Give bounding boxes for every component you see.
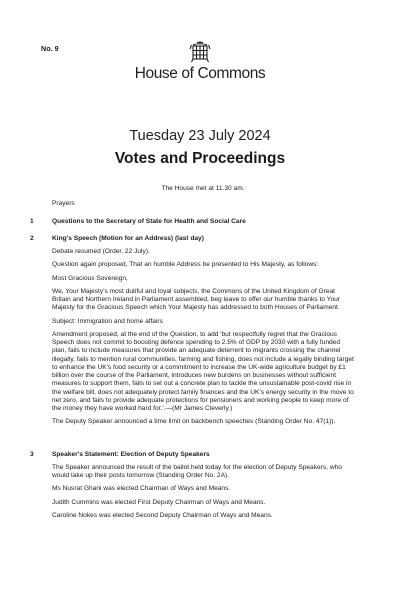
house-of-commons-logo (0, 40, 400, 82)
item-heading: King's Speech (Motion for an Address) (last day) (52, 234, 204, 242)
house-met-text: The House met at 11.30 am. (161, 185, 245, 192)
proceeding-item (30, 450, 354, 521)
item-paragraph: Ms Nusrat Ghani was elected Chairman of Ways and Means. (52, 485, 231, 493)
item-paragraph: Subject: Immigration and home affairs (52, 317, 163, 325)
item-paragraph: The Deputy Speaker announced a time limit on backbench speeches (Standing Order No. 47(1)). (52, 418, 336, 426)
item-number: 1 (30, 217, 34, 225)
sitting-date: Tuesday 23 July 2024 (129, 128, 271, 144)
house-of-commons-wordmark: House of Commons (134, 65, 266, 82)
section-gap (52, 436, 354, 451)
item-paragraph: Caroline Nokes was elected Second Deputy Chairman of Ways and Means. (52, 511, 273, 519)
item-paragraph: Judith Cummins was elected First Deputy Chairman of Ways and Means. (52, 498, 266, 506)
prayers-text: Prayers (52, 200, 75, 208)
item-heading: Questions to the Secretary of State for Health and Social Care (52, 217, 246, 225)
item-number: 2 (30, 234, 34, 242)
item-number: 3 (30, 450, 34, 458)
document-title: Votes and Proceedings (114, 150, 286, 167)
document-body (30, 185, 354, 529)
item-paragraph: The Speaker announced the result of the ballot held today for the election of Deputy Speakers, who would take up their posts tomorrow (Standing Order No. 2A). (52, 463, 342, 479)
proceeding-item (30, 217, 354, 226)
proceedings-list (30, 217, 354, 521)
item-paragraph: Most Gracious Sovereign, (52, 274, 128, 282)
portcullis-icon (189, 40, 211, 64)
item-paragraph: We, Your Majesty's most dutiful and loyal subjects, the Commons of the United Kingdom of Great Britain and Northern Ireland in Parliament assembled, beg leave to offer our humble thanks to Your Majesty for the Gracious Speech which Your Majesty has addressed to both Houses of Parliament. (52, 287, 340, 312)
item-paragraph: Question again proposed, That an humble Address be presented to His Majesty, as follows: (52, 261, 319, 269)
item-paragraph: Debate resumed (Order, 22 July). (52, 248, 150, 255)
proceeding-item (30, 234, 354, 427)
sitting-number: No. 9 (41, 44, 59, 53)
item-paragraph: Amendment proposed, at the end of the Question, to add 'but respectfully regret that the Gracious Speech does not commit to boosting defence spending to 2.5% of GDP by 2030 with a fully funded plan, fails to include measures that provide an adequate deterrent to migrants crossing the channel illegally, fails to mention rural communities, farming and fishing, does not include a legally binding target to enhance the UK's food security or a commitment to increase the UK-wide agriculture budget by £1 billion over the course of the Parliament, introduces new burdens on businesses without sufficient measures to support them, fails to set out a concrete plan to tackle the unsustainable post-covid rise in the welfare bill, does not adequately protect family finances and the UK's energy security in the move to net zero, and fails to provide adequate protections for pensioners and working people to keep more of the money they have worked hard for.'.—(Mr James Cleverly.) (52, 330, 354, 412)
item-heading: Speaker's Statement: Election of Deputy Speakers (52, 450, 210, 458)
